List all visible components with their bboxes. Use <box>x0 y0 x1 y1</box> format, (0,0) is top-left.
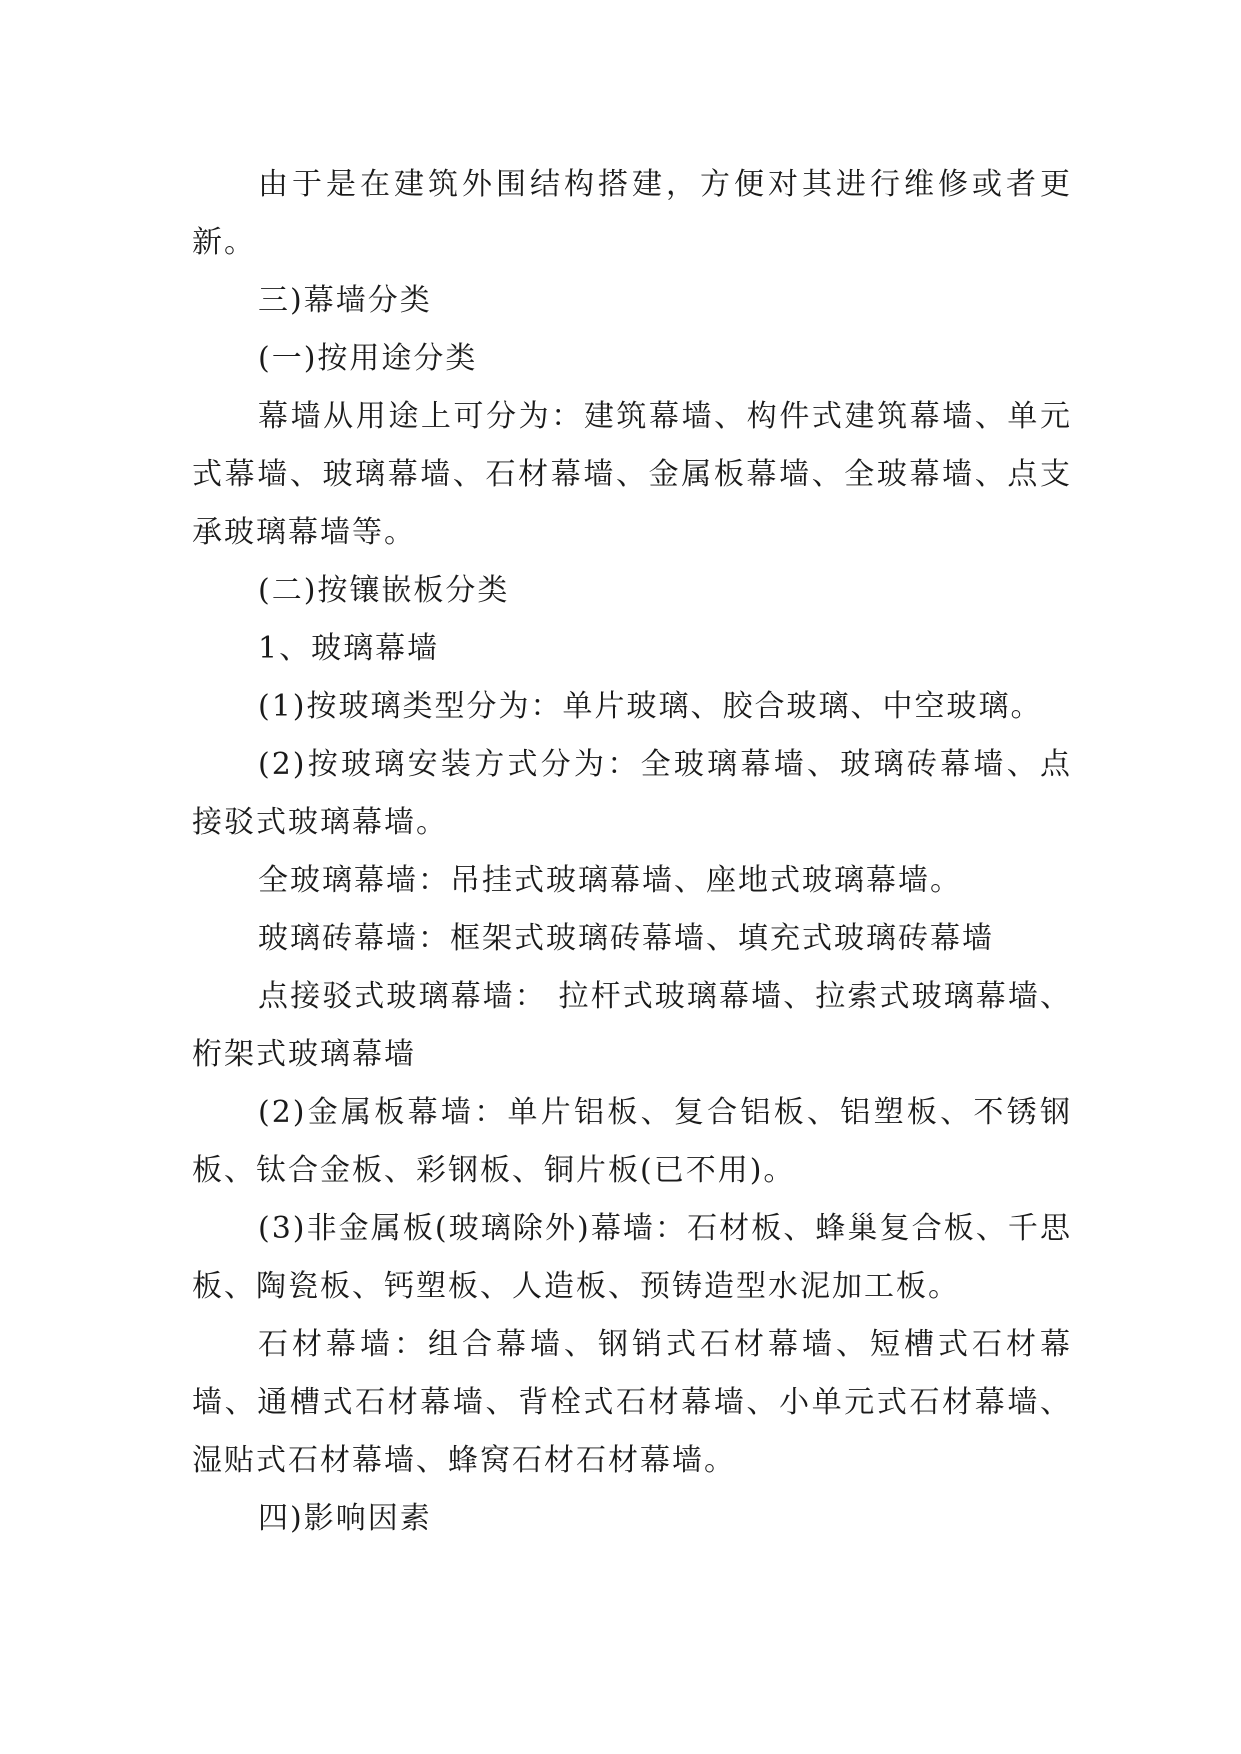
paragraph-glass-install-methods: (2)按玻璃安装方式分为：全玻璃幕墙、玻璃砖幕墙、点接驳式玻璃幕墙。 <box>192 747 1072 840</box>
heading-influencing-factors: 四)影响因素 <box>258 1501 432 1536</box>
heading-curtain-wall-classification: 三)幕墙分类 <box>258 283 432 318</box>
paragraph-glass-brick-wall: 玻璃砖幕墙：框架式玻璃砖幕墙、填充式玻璃砖幕墙 <box>258 921 994 956</box>
paragraph-stone-curtain-wall: 石材幕墙：组合幕墙、钢销式石材幕墙、短槽式石材幕墙、通槽式石材幕墙、背栓式石材幕墙、小单元式石材幕墙、湿贴式石材幕墙、蜂窝石材石材幕墙。 <box>192 1327 1072 1478</box>
paragraph-use-types: 幕墙从用途上可分为：建筑幕墙、构件式建筑幕墙、单元式幕墙、玻璃幕墙、石材幕墙、金属板幕墙、全玻幕墙、点支承玻璃幕墙等。 <box>192 399 1072 550</box>
paragraph-nonmetal-panel-wall: (3)非金属板(玻璃除外)幕墙：石材板、蜂巢复合板、千思板、陶瓷板、钙塑板、人造板、预铸造型水泥加工板。 <box>192 1211 1072 1304</box>
subheading-glass-curtain-wall: 1、玻璃幕墙 <box>258 631 440 666</box>
paragraph-maintenance: 由于是在建筑外围结构搭建，方便对其进行维修或者更新。 <box>192 167 1072 260</box>
paragraph-point-supported-wall: 点接驳式玻璃幕墙： 拉杆式玻璃幕墙、拉索式玻璃幕墙、 桁架式玻璃幕墙 <box>192 979 1072 1072</box>
paragraph-full-glass-wall: 全玻璃幕墙：吊挂式玻璃幕墙、座地式玻璃幕墙。 <box>258 863 962 898</box>
subheading-by-use: (一)按用途分类 <box>258 341 478 376</box>
paragraph-metal-panel-wall: (2)金属板幕墙：单片铝板、复合铝板、铝塑板、不锈钢板、钛合金板、彩钢板、铜片板(已不用)。 <box>192 1095 1072 1188</box>
paragraph-glass-types: (1)按玻璃类型分为：单片玻璃、胶合玻璃、中空玻璃。 <box>258 689 1043 724</box>
document-body <box>192 156 1072 1548</box>
subheading-by-panel: (二)按镶嵌板分类 <box>258 573 510 608</box>
